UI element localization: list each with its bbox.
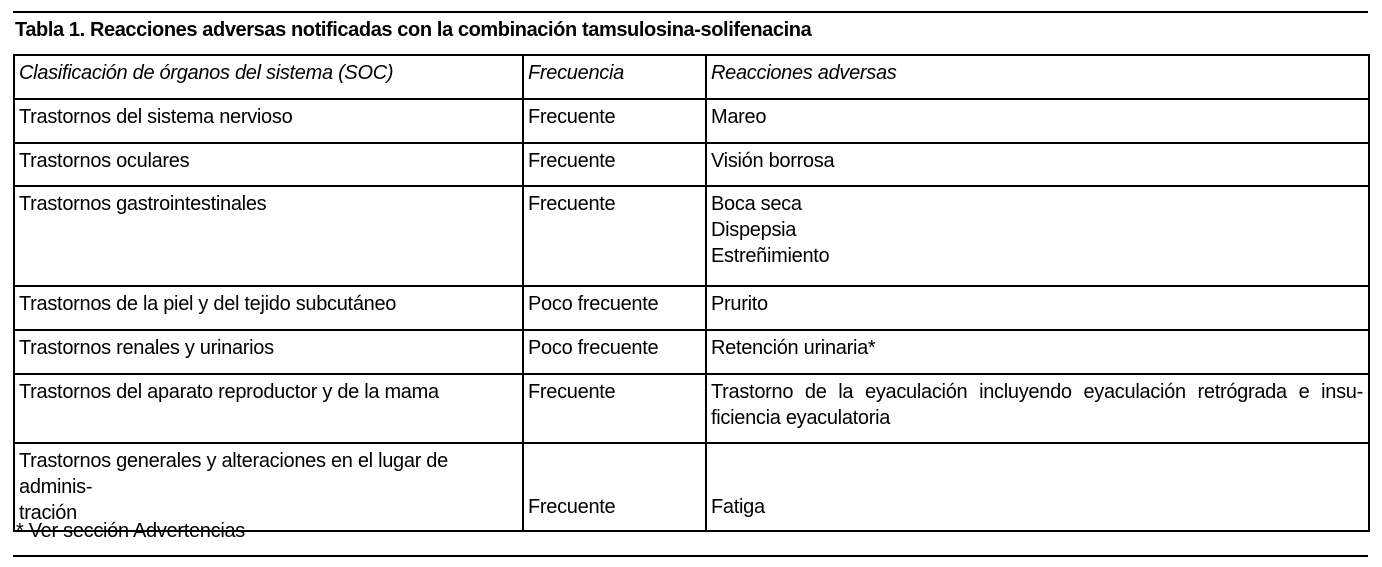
reaction-item: Estreñimiento (711, 245, 830, 267)
cell-soc: Trastornos renales y urinarios (14, 330, 523, 374)
cell-soc: Trastornos del sistema nervioso (14, 99, 523, 143)
reaction-item: Retención urinaria* (711, 337, 876, 359)
table-row (14, 186, 1369, 286)
table-row (14, 286, 1369, 330)
reaction-item: Fatiga (711, 496, 765, 518)
header-soc: Clasificación de órganos del sistema (SOC) (14, 55, 523, 99)
cell-soc: Trastornos oculares (14, 143, 523, 186)
table-header-row (14, 55, 1369, 99)
cell-reactions (706, 330, 1369, 374)
cell-frequency: Frecuente (523, 443, 706, 531)
top-rule (13, 11, 1368, 13)
reaction-item: Visión borrosa (711, 150, 835, 172)
reaction-item: ficiencia eyaculatoria (711, 407, 891, 429)
soc-line: tración (19, 502, 77, 524)
adverse-reactions-table (13, 54, 1370, 532)
reaction-item: Mareo (711, 106, 767, 128)
table-row (14, 374, 1369, 443)
footnote: * Ver sección Advertencias (16, 520, 245, 542)
cell-frequency: Frecuente (523, 99, 706, 143)
bottom-rule (13, 555, 1368, 557)
cell-reactions (706, 186, 1369, 286)
cell-soc: Trastornos de la piel y del tejido subcutáneo (14, 286, 523, 330)
soc-line: Trastornos generales y alteraciones en el lugar de adminis- (19, 450, 448, 498)
table-row (14, 143, 1369, 186)
reaction-item: Prurito (711, 293, 768, 315)
table-row (14, 330, 1369, 374)
cell-reactions (706, 374, 1369, 443)
header-reactions: Reacciones adversas (706, 55, 1369, 99)
reaction-item: Dispepsia (711, 219, 797, 241)
table-title: Tabla 1. Reacciones adversas notificadas con la combinación tamsulosina-solifenacina (15, 19, 812, 41)
table-row (14, 99, 1369, 143)
reaction-item: Boca seca (711, 193, 802, 215)
cell-frequency: Frecuente (523, 143, 706, 186)
cell-soc: Trastornos del aparato reproductor y de la mama (14, 374, 523, 443)
cell-frequency: Poco frecuente (523, 330, 706, 374)
cell-reactions (706, 143, 1369, 186)
header-frequency: Frecuencia (523, 55, 706, 99)
cell-soc: Trastornos gastrointestinales (14, 186, 523, 286)
cell-reactions (706, 99, 1369, 143)
cell-frequency: Poco frecuente (523, 286, 706, 330)
cell-frequency: Frecuente (523, 186, 706, 286)
reaction-item: Trastorno de la eyaculación incluyendo eyaculación retrógrada e insu- (711, 381, 1363, 403)
cell-frequency: Frecuente (523, 374, 706, 443)
cell-reactions (706, 286, 1369, 330)
cell-reactions (706, 443, 1369, 531)
